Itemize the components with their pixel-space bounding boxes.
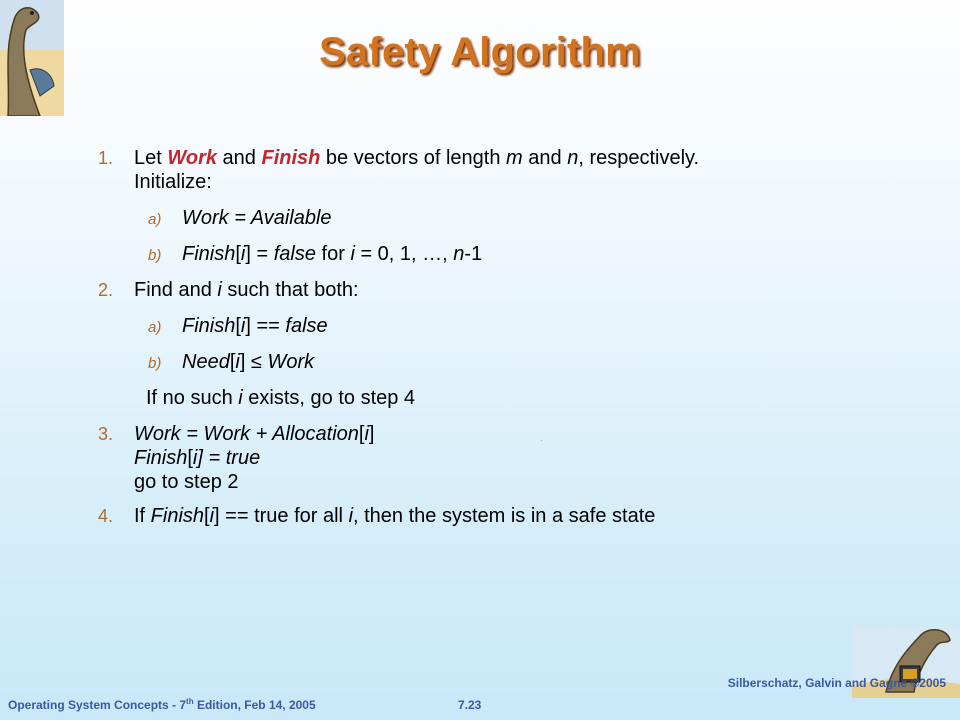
text: be vectors of length (320, 147, 507, 169)
step-number: 3. (98, 424, 114, 444)
step-3-line-1 (134, 422, 898, 446)
text: ] (368, 423, 375, 445)
text: [ (187, 447, 193, 469)
sub-text: Work = Available (182, 207, 332, 229)
text: [ (235, 315, 241, 337)
text: [ (358, 423, 365, 445)
text: Finish (182, 243, 236, 265)
step-3-line-2 (134, 446, 898, 470)
var-i: i (209, 505, 215, 527)
var-n: n (453, 243, 465, 265)
text: Operating System Concepts - 7 (8, 698, 187, 712)
slide-title: Safety Algorithm (319, 30, 641, 74)
text: Need (182, 351, 230, 373)
text: = 0, 1, …, (354, 243, 454, 265)
text: Edition, Feb 14, 2005 (193, 698, 316, 712)
text: If no such (146, 387, 239, 409)
text: and (217, 147, 262, 169)
var-i: i (240, 243, 246, 265)
text: such that both: (221, 279, 359, 301)
step-1a (98, 206, 898, 230)
keyword-finish: Finish (261, 147, 321, 169)
text: ] == (245, 315, 286, 337)
step-3-line-3: go to step 2 (134, 471, 239, 493)
var-i: i (217, 279, 222, 301)
var-i: i (192, 447, 198, 469)
text: for (315, 243, 351, 265)
step-number: 4. (98, 506, 114, 526)
text: Work (267, 351, 315, 373)
step-number: 1. (98, 148, 114, 168)
text: exists, go to step 4 (242, 387, 416, 409)
text: ] = true (197, 447, 261, 469)
var-i: i (235, 351, 240, 373)
footer-book (8, 697, 316, 712)
var-i: i (364, 423, 369, 445)
var-n: n (567, 147, 579, 169)
text: [ (235, 243, 241, 265)
keyword-work: Work (167, 147, 217, 169)
sub-letter: a) (148, 211, 162, 228)
text: th (186, 697, 194, 706)
sub-letter: b) (148, 355, 162, 372)
footer-page-number: 7.23 (458, 698, 482, 712)
text: Finish (134, 447, 188, 469)
step-4 (98, 504, 898, 528)
text: , respectively. (578, 147, 700, 169)
step-1b (98, 242, 898, 266)
stray-dot (541, 440, 542, 441)
text: If (134, 505, 151, 527)
text: -1 (464, 243, 483, 265)
text: , then the system is in a safe state (353, 505, 656, 527)
step-2a (98, 314, 898, 338)
text: ] == true for all (214, 505, 349, 527)
text: Finish (182, 315, 236, 337)
text: [ (204, 505, 210, 527)
step-1-line-2: Initialize: (134, 171, 212, 193)
var-i: i (350, 243, 355, 265)
var-i: i (238, 387, 243, 409)
step-1 (98, 146, 898, 194)
text: false (273, 243, 316, 265)
sub-letter: a) (148, 319, 162, 336)
var-i: i (348, 505, 354, 527)
step-2 (98, 278, 898, 302)
text: and (522, 147, 568, 169)
step-2b (98, 350, 898, 374)
sub-letter: b) (148, 247, 162, 264)
step-1-line-1 (134, 146, 898, 170)
text: ] ≤ (239, 351, 268, 373)
text: Find and (134, 279, 218, 301)
text: Work = Work + Allocation (134, 423, 359, 445)
step-number: 2. (98, 280, 114, 300)
text: ] = (245, 243, 274, 265)
algorithm-steps (98, 146, 898, 538)
var-i: i (240, 315, 246, 337)
step-3 (98, 422, 898, 494)
step-2-note (98, 386, 898, 410)
text: false (285, 315, 328, 337)
footer-authors: Silberschatz, Galvin and Gagne ©2005 (727, 676, 946, 690)
var-m: m (506, 147, 523, 169)
text: Let (134, 147, 168, 169)
text: Finish (150, 505, 205, 527)
text: [ (229, 351, 236, 373)
